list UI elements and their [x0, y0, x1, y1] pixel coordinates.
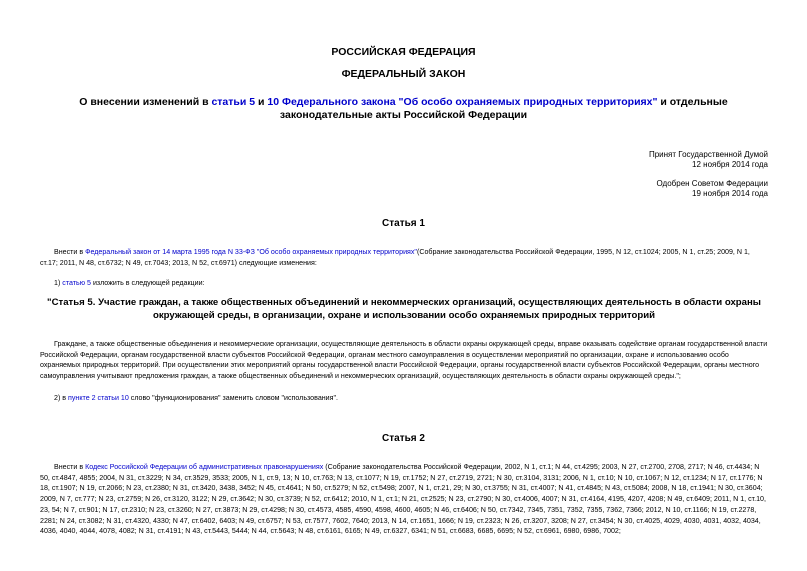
title-text-2: и [255, 96, 268, 108]
article-2-heading: Статья 2 [382, 433, 425, 444]
title-text-1: О внесении изменений в [79, 96, 212, 108]
a1-item2-link[interactable]: пункте 2 статьи 10 [68, 394, 129, 402]
duma-label: Принят Государственной Думой [648, 150, 768, 159]
article-5-quote-body: Граждане, а также общественные объединения и некоммерческие организации, осуществляющие деятельность в области охраны окружающей среды, вправе оказывать содействие органам государственной власти Российской Федерации, органам государственной власти субъектов Российской Федерации, органам местного самоуправления в осуществлении мероприятий по организации, охране и использованию особо охраняемых природных территорий. При осуществлении этих мероприятий органы государственной власти Российской Федерации, органы государственной власти субъектов Российской Федерации, органы местного самоуправления учитывают предложения граждан, а также общественных объединений и некоммерческих организаций, осуществляющих деятельность в области охраны окружающей среды."; [40, 340, 768, 381]
a1-item2-text-2: слово "функционирования" заменить словом "использования". [128, 394, 338, 402]
article-2-intro [40, 462, 768, 568]
a1-item1-text-2: изложить в следующей редакции: [90, 279, 205, 287]
a1-intro-text-1: Внести в [54, 248, 86, 256]
title-text-3: и отдельные законодательные акты Российской Федерации [279, 96, 728, 121]
article-5-quote-heading: "Статья 5. Участие граждан, а также общественных объединений и некоммерческих организаций, осуществляющих деятельность в области охраны окружающей среды, в организации, охране и использовании особо охраняемых природных территорий [47, 297, 761, 321]
article-1-heading: Статья 1 [382, 218, 425, 229]
a2-intro-link-koap[interactable]: Кодекс Российской Федерации об административных правонарушениях [85, 463, 324, 471]
header-country: РОССИЙСКАЯ ФЕДЕРАЦИЯ [331, 46, 476, 58]
title-link-article-10[interactable]: 10 Федерального закона "Об особо охраняемых природных территориях" [267, 96, 658, 108]
article-1-intro [40, 247, 768, 268]
a1-item1-text-1: 1) [54, 279, 63, 287]
header-doc-type: ФЕДЕРАЛЬНЫЙ ЗАКОН [341, 68, 466, 80]
council-label: Одобрен Советом Федерации [656, 179, 768, 188]
a2-intro-text-1: Внести в [54, 463, 86, 471]
a1-item2-text-1: 2) в [54, 394, 69, 402]
a2-intro-text-2: (Собрание законодательства Российской Федерации, 2002, N 1, ст.1; N 44, ст.4295; 2003, N 27, ст.2700, 2708, 2717; N 46, ст.4434; N 50, ст.4847, 4855; 2004, N 31, ст.3229; N 34, ст.3529, 3533; 2005, N 1, ст.9, 13; N 10, ст.763; N 13, ст.1077; N 19, ст.1752; N 27, ст.2719, 2721; N 30, ст.3104, 3131; 2006, N 1, ст.10; N 10, ст.1067; N 12, ст.1234; N 17, ст.1776; N 18, ст.1907; N 19, ст.2066; N 23, ст.2380; N 31, ст.3420, 3438, 3452; N 45, ст.4641; N 50, ст.5279; N 52, ст.5498; 2007, N 1, ст.21, 29; N 30, ст.3755; N 31, ст.4007; N 41, ст.4845; N 43, ст.5084; 2008, N 18, ст.1941; N 30, ст.3604; 2009, N 7, ст.777; N 23, ст.2759; N 26, ст.3120, 3122; N 29, ст.3642; N 30, ст.3739; N 52, ст.6412; 2010, N 1, ст.1; N 21, ст.2525; N 23, ст.2790; N 30, ст.4006, 4007; N 31, ст.4164, 4195, 4207, 4208; N 49, ст.6409; 2011, N 1, ст.10, 23, 54; N 7, ст.901; N 17, ст.2310; N 23, ст.3260; N 27, ст.3873; N 29, ст.4298; N 30, ст.4573, 4585, 4590, 4598, 4600, 4605; N 46, ст.6406; N 50, ст.7342, 7345, 7351, 7352, 7355, 7362, 7366; 2012, N 10, ст.1166; N 19, ст.2278, 2281; N 24, ст.3082; N 31, ст.4320, 4330; N 47, ст.6402, 6403; N 49, ст.6757; N 53, ст.7577, 7602, 7640; 2013, N 14, ст.1651, 1666; N 19, ст.2323; N 26, ст.3207, 3208; N 27, ст.3454; N 30, ст.4025, 4029, 4030, 4031, 4032, 4034, 4036, 4040, 4044, 4078, 4082; N 31, ст.4191; N 43, ст.5443, 5444; N 44, ст.5643; N 48, ст.6161, 6165; N 49, ст.6327, 6341; N 51, ст.6683, 6685, 6695; N 52, ст.6961, 6980, 6986, 7002; [40, 463, 766, 536]
article-1-item-1 [40, 278, 768, 289]
duma-date: 12 ноября 2014 года [692, 160, 768, 169]
council-date: 19 ноября 2014 года [692, 189, 768, 198]
a1-intro-text-2: (Собрание законодательства Российской Федерации, 1995, N 12, ст.1024; 2005, N 1, ст.25; 2009, N 1, ст.17; 2011, N 48, ст.6732; N 49, ст.7043; 2013, N 52, ст.6971) следующие изменения: [40, 248, 750, 267]
adoption-council [657, 179, 769, 199]
a1-item1-link[interactable]: статью 5 [62, 279, 91, 287]
a1-intro-link-law[interactable]: Федеральный закон от 14 марта 1995 года N 33-ФЗ "Об особо охраняемых природных территориях" [85, 248, 417, 256]
adoption-duma [649, 150, 768, 170]
article-1-item-2 [40, 393, 768, 404]
document-title [40, 96, 767, 122]
title-link-article-5[interactable]: статьи 5 [211, 96, 256, 108]
